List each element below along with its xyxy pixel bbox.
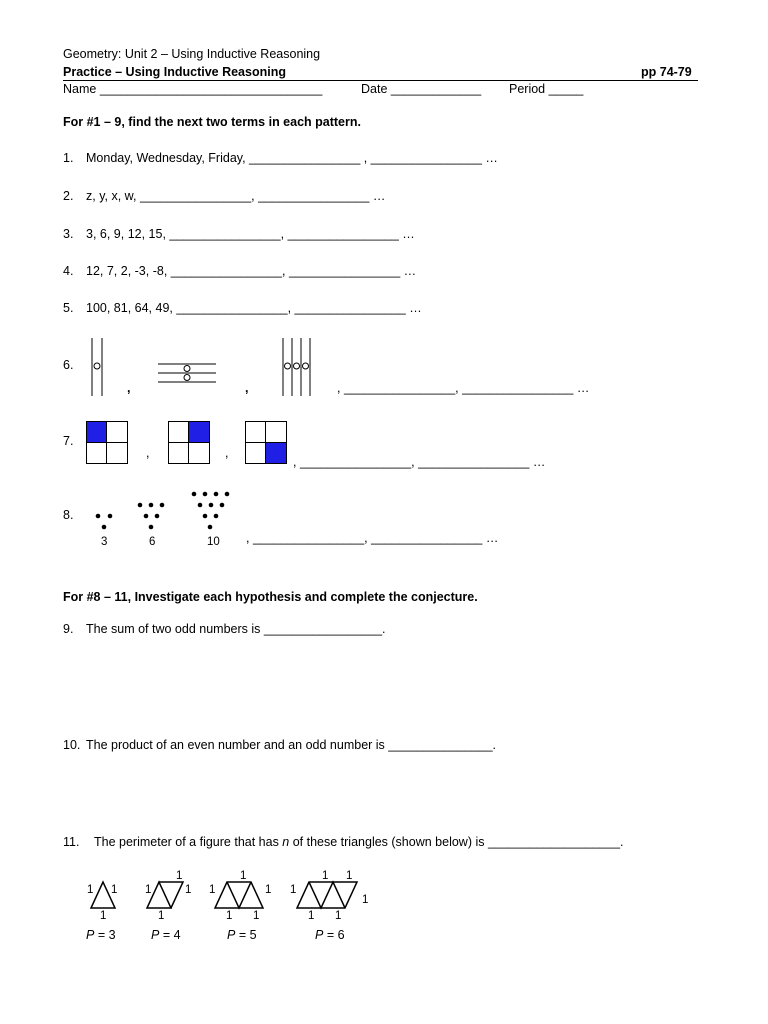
tri3-bottom-side-1: 1 <box>226 910 233 922</box>
item6-comma-1: , <box>127 381 131 395</box>
tri1-right-side: 1 <box>111 884 118 896</box>
course-title: Geometry: Unit 2 – Using Inductive Reasoning <box>63 47 321 61</box>
section2-instruction: For #8 – 11, Investigate each hypothesis and complete the conjecture. <box>63 590 478 604</box>
tri4-top-side-1: 1 <box>322 870 329 882</box>
item1-number: 1. <box>63 151 74 165</box>
item3-number: 3. <box>63 227 74 241</box>
tri3-top-side: 1 <box>240 870 247 882</box>
page-reference: pp 74-79 <box>641 65 692 79</box>
item11-text[interactable] <box>94 835 624 849</box>
name-field[interactable]: Name ________________________________ <box>63 82 323 96</box>
tri4-left-side: 1 <box>290 884 297 896</box>
tri3-bottom-side-2: 1 <box>253 910 260 922</box>
item5-number: 5. <box>63 301 74 315</box>
item6-figure-1 <box>88 338 108 398</box>
tri3-p-value: = 5 <box>238 928 257 942</box>
tri2-right-side: 1 <box>185 884 192 896</box>
item9-number: 9. <box>63 622 74 636</box>
date-field[interactable]: Date _____________ <box>361 82 482 96</box>
period-field[interactable]: Period _____ <box>509 82 584 96</box>
item11-number: 11. <box>63 835 80 849</box>
item8-label-3: 10 <box>207 536 220 548</box>
item9-text[interactable]: The sum of two odd numbers is _________________. <box>86 622 386 636</box>
tri3-p-label: P <box>227 928 236 942</box>
item8-number: 8. <box>63 508 74 522</box>
tri4-bottom-side-1: 1 <box>308 910 315 922</box>
item8-dots-3 <box>190 488 238 536</box>
tri1-perimeter <box>86 928 116 942</box>
item10-text[interactable]: The product of an even number and an odd number is _______________. <box>86 738 497 752</box>
tri2-p-label: P <box>151 928 160 942</box>
section1-instruction: For #1 – 9, find the next two terms in each pattern. <box>63 115 361 129</box>
item2-number: 2. <box>63 189 74 203</box>
item1-text[interactable]: Monday, Wednesday, Friday, ________________ , ________________ … <box>86 151 498 165</box>
item7-fig1-filled-cell <box>87 422 107 443</box>
tri4-p-label: P <box>315 928 324 942</box>
item6-number: 6. <box>63 358 74 372</box>
tri1-left-side: 1 <box>87 884 94 896</box>
item7-number: 7. <box>63 434 74 448</box>
header-divider <box>63 80 698 81</box>
tri2-bottom-side: 1 <box>158 910 165 922</box>
tri2-p-value: = 4 <box>162 928 181 942</box>
item3-text[interactable]: 3, 6, 9, 12, 15, ________________, ________________ … <box>86 227 415 241</box>
item7-figure-1 <box>86 421 130 465</box>
tri1-bottom-side: 1 <box>100 910 107 922</box>
item7-figure-2 <box>168 421 212 465</box>
item6-figure-3 <box>280 338 316 398</box>
tri4-bottom-side-2: 1 <box>335 910 342 922</box>
item6-comma-2: , <box>245 381 249 395</box>
item8-blanks[interactable]: , ________________, ________________ … <box>246 531 499 545</box>
tri3-left-side: 1 <box>209 884 216 896</box>
item8-dots-1 <box>94 510 118 534</box>
tri2-perimeter <box>151 928 181 942</box>
tri4-top-side-2: 1 <box>346 870 353 882</box>
item8-label-1: 3 <box>101 536 108 548</box>
item7-comma-2: , <box>225 446 229 460</box>
item7-comma-1: , <box>146 446 150 460</box>
item11-variable: n <box>282 835 290 849</box>
item5-text[interactable]: 100, 81, 64, 49, ________________, ________________ … <box>86 301 422 315</box>
item11-text-before: The perimeter of a figure that has <box>94 835 283 849</box>
tri2-top-side: 1 <box>176 870 183 882</box>
worksheet-title: Practice – Using Inductive Reasoning <box>63 65 286 79</box>
triangle-figure-2 <box>144 872 200 918</box>
item7-fig2-filled-cell <box>189 422 210 443</box>
tri4-right-side: 1 <box>362 894 369 906</box>
item2-text[interactable]: z, y, x, w, ________________, ________________ … <box>86 189 386 203</box>
tri4-perimeter <box>315 928 345 942</box>
tri3-right-side: 1 <box>265 884 272 896</box>
tri4-p-value: = 6 <box>326 928 345 942</box>
tri3-perimeter <box>227 928 257 942</box>
item7-figure-3 <box>245 421 289 465</box>
item7-blanks[interactable]: , ________________, ________________ … <box>293 455 546 469</box>
tri1-p-label: P <box>86 928 95 942</box>
item11-text-after: of these triangles (shown below) is ___________________. <box>289 835 624 849</box>
item7-fig3-filled-cell <box>266 443 287 464</box>
tri1-p-value: = 3 <box>97 928 116 942</box>
item8-label-2: 6 <box>149 536 156 548</box>
item4-number: 4. <box>63 264 74 278</box>
item8-dots-2 <box>136 499 170 535</box>
item6-blanks[interactable]: , ________________, ________________ … <box>337 381 590 395</box>
item4-text[interactable]: 12, 7, 2, -3, -8, ________________, ________________ … <box>86 264 417 278</box>
item6-figure-2 <box>158 360 218 384</box>
tri2-left-side: 1 <box>145 884 152 896</box>
item10-number: 10. <box>63 738 81 752</box>
